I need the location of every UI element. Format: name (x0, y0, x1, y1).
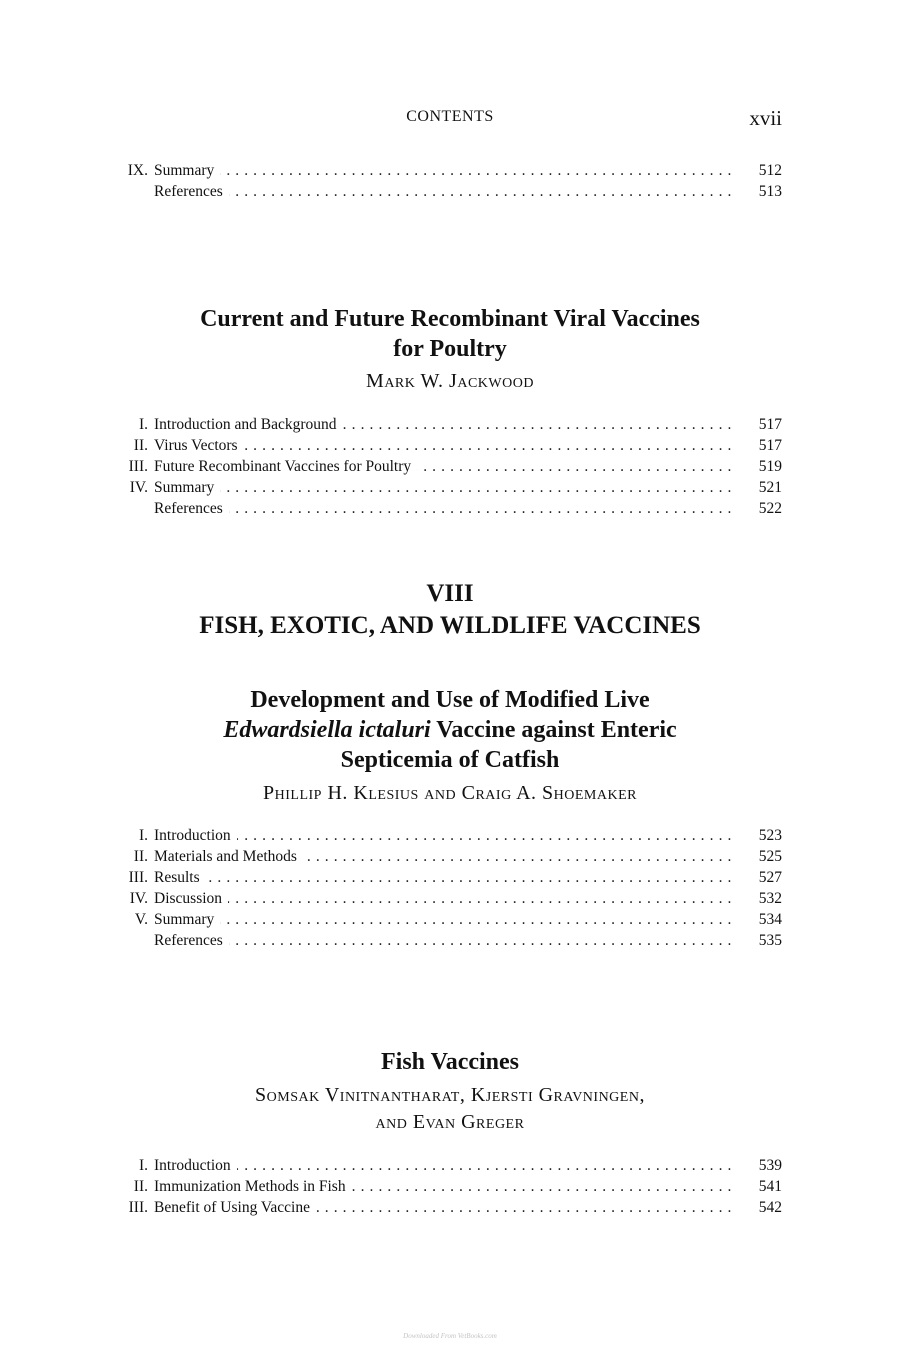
running-head (0, 108, 900, 132)
toc-entry[interactable] (100, 160, 782, 181)
entry-label: Summary (154, 911, 220, 928)
chapter-title: Current and Future Recombinant Viral Vaccines (200, 306, 700, 332)
toc-chapter-2 (100, 825, 782, 951)
chapter-author: Phillip H. Klesius and Craig A. Shoemaker (263, 782, 637, 804)
part-number: VIII (426, 580, 474, 607)
entry-label: References (154, 932, 229, 949)
entry-number: IV. (129, 479, 148, 496)
chapter-title: for Poultry (393, 336, 507, 362)
toc-chapter-1 (100, 414, 782, 519)
entry-label: Virus Vectors (154, 437, 244, 454)
entry-page: 519 (758, 458, 782, 475)
entry-label: Introduction (154, 1157, 237, 1174)
entry-number: IV. (129, 890, 148, 907)
entry-label: Immunization Methods in Fish (154, 1178, 352, 1195)
entry-page: 535 (758, 932, 782, 949)
toc-entry[interactable] (100, 498, 782, 519)
toc-entry[interactable] (100, 909, 782, 930)
entry-page: 539 (758, 1157, 782, 1174)
chapter-author: Somsak Vinitnantharat, Kjersti Gravningen, (255, 1084, 645, 1106)
toc-chapter-3 (100, 1155, 782, 1218)
entry-number: II. (133, 1178, 148, 1195)
entry-page: 517 (758, 437, 782, 454)
entry-label: Introduction and Background (154, 416, 343, 433)
chapter-title: Fish Vaccines (380, 1049, 520, 1075)
toc-entry[interactable] (100, 1197, 782, 1218)
toc-entry[interactable] (100, 414, 782, 435)
toc-entry[interactable] (100, 825, 782, 846)
toc-entry[interactable] (100, 846, 782, 867)
entry-number: III. (128, 869, 148, 886)
entry-label: Future Recombinant Vaccines for Poultry (154, 458, 417, 475)
toc-entry[interactable] (100, 435, 782, 456)
chapter-title-rest: Vaccine against Enteric (430, 717, 677, 743)
chapter-title: Septicemia of Catfish (340, 747, 560, 773)
entry-number: III. (128, 458, 148, 475)
entry-number: V. (134, 911, 148, 928)
entry-number: I. (138, 1157, 148, 1174)
entry-number: IX. (127, 162, 148, 179)
toc-entry[interactable] (100, 1176, 782, 1197)
entry-page: 541 (758, 1178, 782, 1195)
chapter-author: and Evan Greger (375, 1111, 525, 1133)
toc-entry[interactable] (100, 456, 782, 477)
entry-label: Results (154, 869, 206, 886)
entry-page: 534 (758, 911, 782, 928)
running-head-title: CONTENTS (406, 108, 494, 125)
entry-page: 521 (758, 479, 782, 496)
entry-page: 527 (758, 869, 782, 886)
toc-entry[interactable] (100, 1155, 782, 1176)
entry-page: 522 (758, 500, 782, 517)
chapter-author: Mark W. Jackwood (366, 370, 534, 392)
entry-number: I. (138, 416, 148, 433)
entry-page: 517 (758, 416, 782, 433)
entry-label: Discussion (154, 890, 228, 907)
entry-label: Introduction (154, 827, 237, 844)
entry-label: Summary (154, 162, 220, 179)
entry-page: 512 (758, 162, 782, 179)
entry-label: Summary (154, 479, 220, 496)
toc-entry[interactable] (100, 477, 782, 498)
entry-page: 523 (758, 827, 782, 844)
toc-previous-chapter (100, 160, 782, 202)
part-title: FISH, EXOTIC, AND WILDLIFE VACCINES (199, 612, 701, 639)
entry-number: II. (133, 848, 148, 865)
toc-entry[interactable] (100, 181, 782, 202)
entry-label: Benefit of Using Vaccine (154, 1199, 316, 1216)
entry-page: 542 (758, 1199, 782, 1216)
entry-label: Materials and Methods (154, 848, 303, 865)
entry-label: References (154, 183, 229, 200)
entry-number: II. (133, 437, 148, 454)
entry-page: 525 (758, 848, 782, 865)
toc-entry[interactable] (100, 867, 782, 888)
page-folio: xvii (749, 106, 782, 130)
entry-page: 532 (758, 890, 782, 907)
chapter-title-line (0, 715, 900, 745)
entry-number: I. (138, 827, 148, 844)
entry-label: References (154, 500, 229, 517)
chapter-title: Development and Use of Modified Live (250, 687, 650, 713)
toc-entry[interactable] (100, 888, 782, 909)
entry-page: 513 (758, 183, 782, 200)
toc-entry[interactable] (100, 930, 782, 951)
download-watermark: Downloaded From VetBooks.com (403, 1332, 497, 1340)
species-name: Edwardsiella ictaluri (223, 717, 431, 743)
entry-number: III. (128, 1199, 148, 1216)
